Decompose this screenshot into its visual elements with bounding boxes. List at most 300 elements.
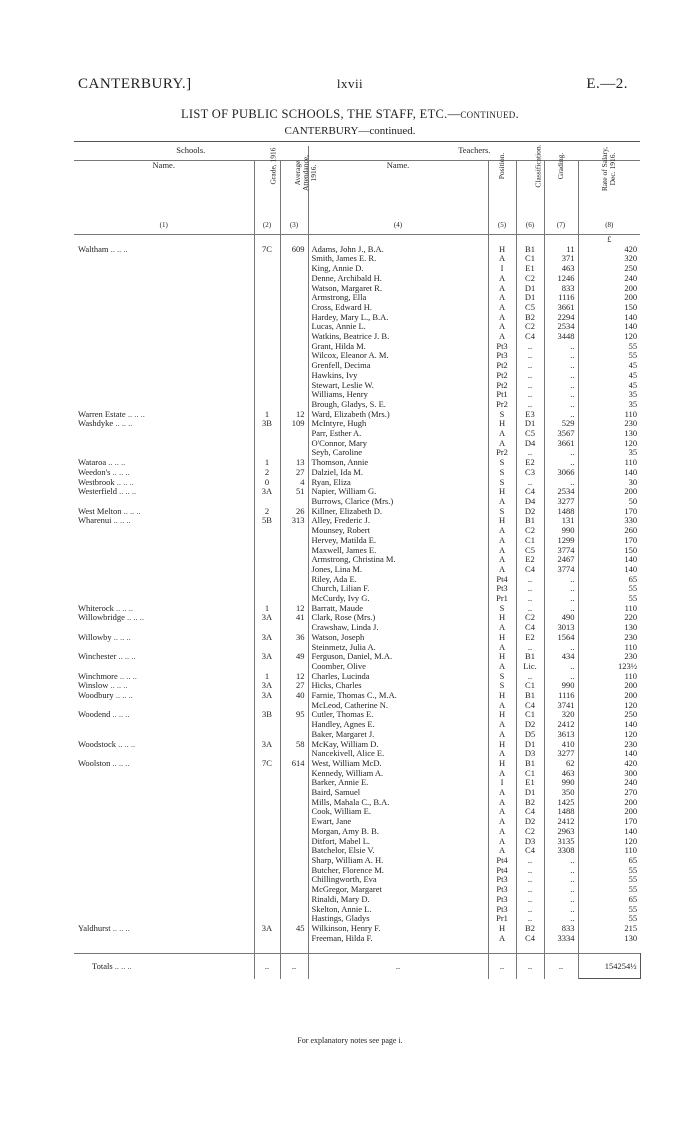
- school-name-cell: Woolston .. .. ..: [74, 759, 254, 769]
- grading-cell: ..: [544, 643, 578, 653]
- attendance-cell: [280, 322, 308, 332]
- grading-cell: 2294: [544, 313, 578, 323]
- attendance-cell: [280, 788, 308, 798]
- grade-cell: [254, 293, 280, 303]
- attendance-cell: [280, 575, 308, 585]
- classification-cell: D2: [516, 817, 544, 827]
- salary-cell: 200: [624, 486, 638, 497]
- salary-cell: 130: [624, 428, 638, 439]
- grade-cell: [254, 274, 280, 284]
- attendance-cell: [280, 303, 308, 313]
- teacher-name: Baker, Margaret J.: [311, 728, 375, 739]
- position-cell: Pr2: [488, 448, 516, 458]
- school-name-cell: [74, 536, 254, 546]
- school-name-cell: Winslow .. .. ..: [74, 681, 254, 691]
- school-name: Winchester: [78, 651, 117, 662]
- classification-cell: C1: [516, 769, 544, 779]
- classification-cell: B2: [516, 798, 544, 808]
- position-cell: A: [488, 526, 516, 536]
- school-name-cell: [74, 381, 254, 391]
- grading-cell: ..: [544, 885, 578, 895]
- attendance-cell: 27: [280, 468, 308, 478]
- grade-cell: [254, 351, 280, 361]
- position-cell: A: [488, 497, 516, 507]
- position-cell: H: [488, 613, 516, 623]
- grade-cell: [254, 361, 280, 371]
- teacher-name: Grant, Hilda M.: [311, 340, 366, 351]
- salary-cell: 250: [624, 709, 638, 720]
- school-name-cell: [74, 837, 254, 847]
- grading-cell: 3661: [544, 303, 578, 313]
- school-name-cell: [74, 546, 254, 556]
- attendance-cell: [280, 332, 308, 342]
- position-cell: A: [488, 730, 516, 740]
- attendance-cell: [280, 526, 308, 536]
- table-row: [74, 934, 640, 944]
- top-rule: [74, 141, 640, 142]
- position-cell: A: [488, 798, 516, 808]
- school-name: Waltham: [78, 243, 109, 254]
- attendance-cell: [280, 769, 308, 779]
- salary-cell: 215: [624, 922, 638, 933]
- classification-cell: ..: [516, 856, 544, 866]
- classification-cell: D1: [516, 740, 544, 750]
- grading-cell: 3066: [544, 468, 578, 478]
- teacher-name: Hicks, Charles: [311, 680, 362, 691]
- salary-cell: 230: [624, 738, 638, 749]
- salary-cell: 200: [624, 282, 638, 293]
- school-name-cell: Wataroa .. .. ..: [74, 458, 254, 468]
- attendance-cell: 12: [280, 410, 308, 420]
- grade-cell: [254, 798, 280, 808]
- position-cell: A: [488, 837, 516, 847]
- page-header-right: E.—2.: [586, 76, 628, 92]
- salary-cell: 150: [624, 544, 638, 555]
- grade-cell: [254, 807, 280, 817]
- attendance-cell: [280, 584, 308, 594]
- col-salary: Rate of Salary, Dec. 1916.: [600, 146, 618, 192]
- attendance-cell: 26: [280, 507, 308, 517]
- grade-cell: [254, 429, 280, 439]
- attendance-cell: 12: [280, 672, 308, 682]
- teacher-name: Skelton, Annie L.: [311, 903, 372, 914]
- school-name-cell: [74, 254, 254, 264]
- salary-cell: 150: [624, 301, 638, 312]
- attendance-cell: [280, 361, 308, 371]
- position-cell: A: [488, 555, 516, 565]
- classification-cell: C4: [516, 565, 544, 575]
- salary-cell: 140: [624, 719, 638, 730]
- attendance-cell: [280, 264, 308, 274]
- col-num-1: (1): [74, 221, 254, 235]
- classification-cell: D4: [516, 439, 544, 449]
- position-cell: A: [488, 749, 516, 759]
- classification-cell: ..: [516, 594, 544, 604]
- school-name: Yaldhurst: [78, 922, 111, 933]
- attendance-cell: [280, 934, 308, 944]
- grade-cell: [254, 575, 280, 585]
- school-name-cell: Winchester .. .. ..: [74, 652, 254, 662]
- school-name-cell: Woodend .. .. ..: [74, 710, 254, 720]
- classification-cell: C2: [516, 827, 544, 837]
- school-name-cell: [74, 371, 254, 381]
- position-cell: A: [488, 332, 516, 342]
- position-cell: Pr2: [488, 400, 516, 410]
- totals-row: [74, 954, 640, 979]
- school-name-cell: Warren Estate .. .. ..: [74, 410, 254, 420]
- attendance-cell: 41: [280, 613, 308, 623]
- page-number: lxvii: [336, 76, 364, 91]
- attendance-cell: [280, 905, 308, 915]
- position-cell: S: [488, 681, 516, 691]
- salary-cell: 420: [624, 243, 638, 254]
- grade-cell: [254, 720, 280, 730]
- grade-cell: 3A: [254, 924, 280, 934]
- classification-cell: C4: [516, 701, 544, 711]
- salary-cell: 140: [624, 554, 638, 565]
- school-name-cell: [74, 846, 254, 856]
- teacher-name: Ewart, Jane: [311, 816, 352, 827]
- attendance-cell: [280, 895, 308, 905]
- position-cell: S: [488, 410, 516, 420]
- teacher-name: Kennedy, William A.: [311, 767, 384, 778]
- grade-cell: 1: [254, 410, 280, 420]
- school-name-cell: Woodstock .. .. ..: [74, 740, 254, 750]
- col-num-8: (8): [578, 221, 640, 235]
- grading-cell: ..: [544, 448, 578, 458]
- school-name-cell: Weedon's .. .. ..: [74, 468, 254, 478]
- grading-cell: ..: [544, 875, 578, 885]
- school-name-cell: Whiterock .. .. ..: [74, 604, 254, 614]
- classification-cell: ..: [516, 604, 544, 614]
- classification-cell: D1: [516, 293, 544, 303]
- school-name-cell: [74, 303, 254, 313]
- grade-cell: 1: [254, 458, 280, 468]
- classification-cell: ..: [516, 351, 544, 361]
- school-name-cell: [74, 895, 254, 905]
- salary-cell: 65: [628, 893, 638, 904]
- teacher-name: Mounsey, Robert: [311, 525, 370, 536]
- position-cell: A: [488, 439, 516, 449]
- attendance-cell: 40: [280, 691, 308, 701]
- salary-cell: 420: [624, 757, 638, 768]
- school-name-cell: [74, 905, 254, 915]
- page-subtitle: CANTERBURY—continued.: [284, 125, 416, 137]
- classification-cell: C2: [516, 274, 544, 284]
- teacher-name: Burrows, Clarice (Mrs.): [311, 495, 394, 506]
- teacher-name: McKay, William D.: [311, 738, 379, 749]
- salary-cell: 55: [628, 903, 638, 914]
- classification-cell: ..: [516, 381, 544, 391]
- school-name: Woodend: [78, 709, 111, 720]
- col-attendance: Average Attendance, 1916.: [280, 161, 308, 222]
- attendance-cell: [280, 827, 308, 837]
- attendance-cell: 614: [280, 759, 308, 769]
- position-cell: A: [488, 322, 516, 332]
- grading-cell: 3308: [544, 846, 578, 856]
- grading-cell: ..: [544, 390, 578, 400]
- grading-cell: 3613: [544, 730, 578, 740]
- grading-cell: ..: [544, 361, 578, 371]
- grade-cell: [254, 788, 280, 798]
- grading-cell: 3013: [544, 623, 578, 633]
- grading-cell: ..: [544, 662, 578, 672]
- school-name-cell: [74, 934, 254, 944]
- grade-cell: 3A: [254, 652, 280, 662]
- attendance-cell: [280, 293, 308, 303]
- col-classification: Classification.: [516, 161, 544, 222]
- grading-cell: 371: [544, 254, 578, 264]
- grading-cell: 3448: [544, 332, 578, 342]
- attendance-cell: [280, 371, 308, 381]
- grading-cell: 1246: [544, 274, 578, 284]
- grade-cell: [254, 390, 280, 400]
- classification-cell: ..: [516, 390, 544, 400]
- attendance-cell: 4: [280, 478, 308, 488]
- salary-cell: 140: [624, 825, 638, 836]
- grading-cell: ..: [544, 342, 578, 352]
- col-num-5: (5): [488, 221, 516, 235]
- grade-cell: [254, 769, 280, 779]
- grade-cell: [254, 934, 280, 944]
- school-name-cell: [74, 827, 254, 837]
- teacher-name: Sharp, William A. H.: [311, 855, 384, 865]
- school-name-cell: [74, 807, 254, 817]
- school-name-cell: [74, 769, 254, 779]
- school-name-cell: Westbrook .. .. ..: [74, 478, 254, 488]
- school-name-cell: West Melton .. .. ..: [74, 507, 254, 517]
- grading-cell: 529: [544, 419, 578, 429]
- salary-cell: 55: [628, 340, 638, 351]
- grading-cell: ..: [544, 575, 578, 585]
- position-cell: A: [488, 643, 516, 653]
- grading-cell: 2467: [544, 555, 578, 565]
- classification-cell: C4: [516, 623, 544, 633]
- salary-cell: 110: [624, 408, 638, 419]
- position-cell: H: [488, 245, 516, 255]
- grade-cell: [254, 895, 280, 905]
- teacher-name: Williams, Henry: [311, 389, 368, 400]
- col-teacher-name: Name.: [308, 161, 488, 222]
- attendance-cell: 609: [280, 245, 308, 255]
- school-name-cell: [74, 390, 254, 400]
- attendance-cell: [280, 817, 308, 827]
- teacher-name: Alley, Frederic J.: [311, 515, 370, 526]
- attendance-cell: [280, 555, 308, 565]
- classification-cell: ..: [516, 643, 544, 653]
- attendance-cell: [280, 885, 308, 895]
- position-cell: H: [488, 759, 516, 769]
- classification-cell: D1: [516, 419, 544, 429]
- grading-cell: 3334: [544, 934, 578, 944]
- grading-cell: ..: [544, 856, 578, 866]
- teacher-name: Dalziel, Ida M.: [311, 466, 363, 477]
- school-name: Willowby: [78, 631, 112, 642]
- teacher-name: Riley, Ada E.: [311, 573, 357, 584]
- col-grade: Grade, 1916: [254, 161, 280, 222]
- teacher-name: Hardey, Mary L., B.A.: [311, 311, 389, 322]
- grade-cell: 3A: [254, 691, 280, 701]
- grade-cell: [254, 254, 280, 264]
- attendance-cell: 58: [280, 740, 308, 750]
- teacher-name: Maxwell, James E.: [311, 544, 377, 555]
- school-name-cell: [74, 351, 254, 361]
- position-cell: S: [488, 458, 516, 468]
- salary-cell: 200: [624, 806, 638, 817]
- teacher-name: Armstrong, Ella: [311, 292, 367, 303]
- grading-cell: 463: [544, 769, 578, 779]
- school-name: Westbrook: [78, 476, 115, 487]
- position-cell: H: [488, 516, 516, 526]
- teacher-name: Ferguson, Daniel, M.A.: [311, 651, 393, 662]
- school-name: Warren Estate: [78, 408, 126, 419]
- position-cell: H: [488, 487, 516, 497]
- grade-cell: [254, 381, 280, 391]
- teacher-name: Butcher, Florence M.: [311, 864, 384, 875]
- classification-cell: E2: [516, 458, 544, 468]
- grading-cell: 3277: [544, 749, 578, 759]
- attendance-cell: 27: [280, 681, 308, 691]
- grade-cell: 3A: [254, 633, 280, 643]
- grade-cell: [254, 284, 280, 294]
- teacher-name: Stewart, Leslie W.: [311, 379, 374, 390]
- attendance-cell: [280, 846, 308, 856]
- position-cell: Pt2: [488, 381, 516, 391]
- school-name-cell: [74, 885, 254, 895]
- classification-cell: E1: [516, 778, 544, 788]
- classification-cell: D1: [516, 284, 544, 294]
- position-cell: A: [488, 701, 516, 711]
- school-name-cell: [74, 866, 254, 876]
- grading-cell: 320: [544, 710, 578, 720]
- position-cell: S: [488, 468, 516, 478]
- school-name-cell: [74, 361, 254, 371]
- grading-cell: 833: [544, 924, 578, 934]
- position-cell: Pt2: [488, 361, 516, 371]
- grading-cell: 490: [544, 613, 578, 623]
- teacher-name: McLeod, Catherine N.: [311, 699, 388, 710]
- totals-grade: ..: [254, 954, 280, 979]
- grade-cell: [254, 565, 280, 575]
- grading-cell: ..: [544, 351, 578, 361]
- salary-cell: 200: [624, 292, 638, 303]
- grading-cell: ..: [544, 371, 578, 381]
- classification-cell: ..: [516, 361, 544, 371]
- grade-cell: [254, 332, 280, 342]
- attendance-cell: [280, 807, 308, 817]
- grade-cell: [254, 837, 280, 847]
- position-cell: Pt4: [488, 575, 516, 585]
- grade-cell: [254, 827, 280, 837]
- position-cell: A: [488, 313, 516, 323]
- teacher-name: Morgan, Amy B. B.: [311, 825, 379, 836]
- school-name-cell: Westerfield .. .. ..: [74, 487, 254, 497]
- school-name: Winslow: [78, 680, 109, 691]
- grade-cell: [254, 264, 280, 274]
- classification-cell: B1: [516, 652, 544, 662]
- col-school-name: Name.: [74, 161, 254, 222]
- teacher-name: Adams, John J., B.A.: [311, 243, 384, 254]
- grade-cell: [254, 439, 280, 449]
- position-cell: Pt3: [488, 875, 516, 885]
- attendance-cell: 45: [280, 924, 308, 934]
- attendance-cell: [280, 837, 308, 847]
- attendance-cell: [280, 390, 308, 400]
- salary-cell: 55: [628, 864, 638, 875]
- grading-cell: 1299: [544, 536, 578, 546]
- grade-cell: [254, 866, 280, 876]
- grading-cell: 1488: [544, 807, 578, 817]
- grade-cell: [254, 526, 280, 536]
- salary-cell: 140: [624, 311, 638, 322]
- classification-cell: C4: [516, 332, 544, 342]
- salary-cell: 140: [624, 748, 638, 759]
- grading-cell: 990: [544, 526, 578, 536]
- grade-cell: [254, 817, 280, 827]
- grading-cell: ..: [544, 594, 578, 604]
- position-cell: Pt4: [488, 856, 516, 866]
- school-name-cell: Willowbridge .. .. ..: [74, 613, 254, 623]
- position-cell: A: [488, 662, 516, 672]
- totals-classification: ..: [516, 954, 544, 979]
- attendance-cell: 13: [280, 458, 308, 468]
- position-cell: A: [488, 303, 516, 313]
- attendance-cell: [280, 798, 308, 808]
- classification-cell: C3: [516, 468, 544, 478]
- schools-table: [74, 146, 641, 979]
- totals-position: ..: [488, 954, 516, 979]
- school-name-cell: [74, 817, 254, 827]
- classification-cell: D3: [516, 837, 544, 847]
- classification-cell: C5: [516, 429, 544, 439]
- position-cell: H: [488, 419, 516, 429]
- grading-cell: 410: [544, 740, 578, 750]
- school-name-cell: [74, 584, 254, 594]
- classification-cell: D2: [516, 720, 544, 730]
- grading-cell: ..: [544, 410, 578, 420]
- grading-cell: 1564: [544, 633, 578, 643]
- position-cell: Pt2: [488, 371, 516, 381]
- salary-cell: 140: [624, 466, 638, 477]
- salary-cell: 200: [624, 680, 638, 691]
- position-cell: I: [488, 264, 516, 274]
- classification-cell: D3: [516, 749, 544, 759]
- school-name-cell: [74, 322, 254, 332]
- school-name-cell: Yaldhurst .. .. ..: [74, 924, 254, 934]
- classification-cell: C2: [516, 613, 544, 623]
- school-name-cell: [74, 788, 254, 798]
- classification-cell: ..: [516, 584, 544, 594]
- attendance-cell: 313: [280, 516, 308, 526]
- grading-cell: 3661: [544, 439, 578, 449]
- position-cell: A: [488, 536, 516, 546]
- position-cell: Pt3: [488, 342, 516, 352]
- position-cell: Pt3: [488, 885, 516, 895]
- school-name-cell: Woodbury .. .. ..: [74, 691, 254, 701]
- position-cell: Pr1: [488, 914, 516, 924]
- grade-cell: [254, 875, 280, 885]
- grading-cell: 1425: [544, 798, 578, 808]
- attendance-cell: [280, 254, 308, 264]
- col-position: Position.: [488, 161, 516, 222]
- teacher-name: Lucas, Annie L.: [311, 321, 366, 332]
- teacher-name: Jones, Lina M.: [311, 563, 363, 574]
- salary-cell: 170: [624, 816, 638, 827]
- classification-cell: E2: [516, 633, 544, 643]
- salary-cell: 320: [624, 253, 638, 264]
- grading-cell: 3741: [544, 701, 578, 711]
- teacher-name: Watkins, Beatrice J. B.: [311, 331, 390, 342]
